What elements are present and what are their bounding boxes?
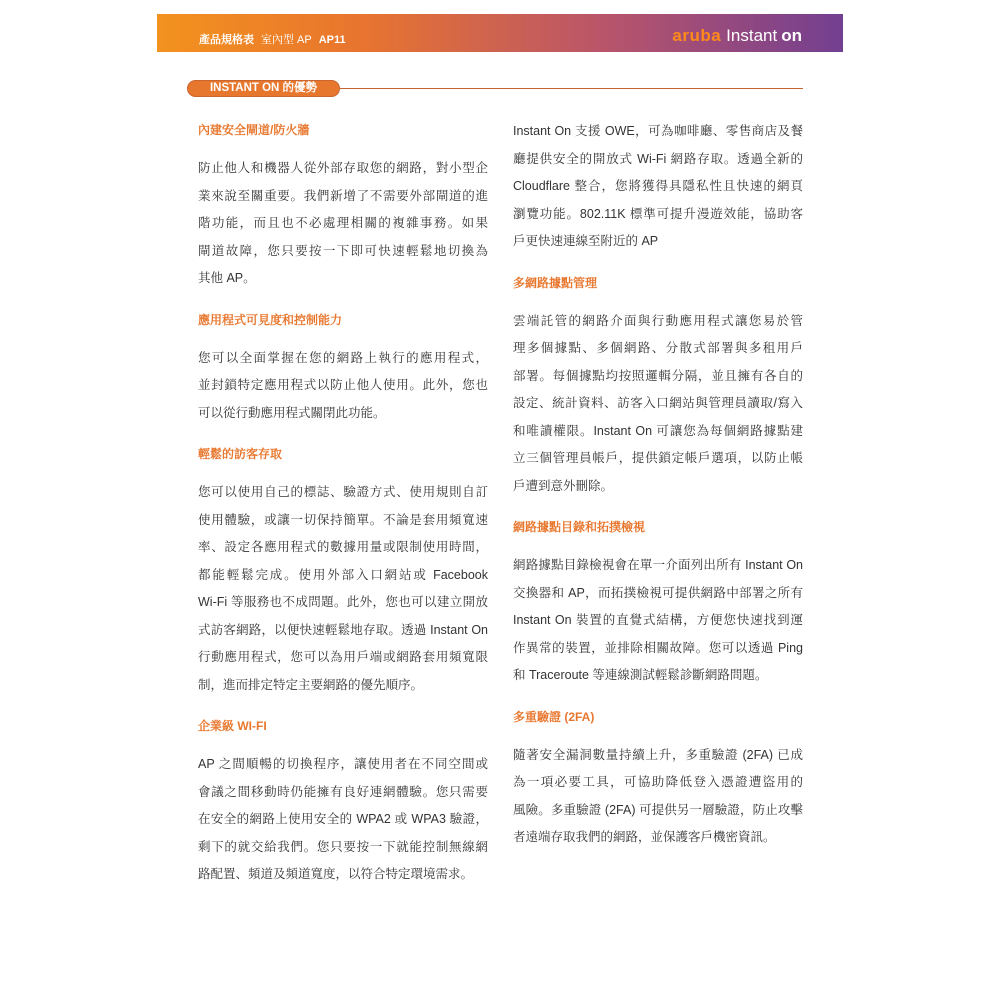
header-bar (157, 14, 843, 52)
content-section (198, 117, 488, 293)
body-text-line: AP 之間順暢的切換程序，讓使用者在不同空間或 (198, 757, 488, 771)
section-divider (340, 88, 803, 89)
body-text-line: Instant On 支援 OWE，可為咖啡廳、零售商店及餐 (513, 124, 803, 138)
body-text-line: Wi-Fi 等服務也不成問題。此外，您也可以建立開放 (198, 595, 488, 609)
body-text-line: 戶更快速連線至附近的 AP (513, 234, 659, 248)
content-section (198, 713, 488, 889)
section-heading: 輕鬆的訪客存取 (198, 447, 283, 461)
body-text-line: 並封鎖特定應用程式以防止他人使用。此外，您也 (198, 378, 488, 392)
body-text-line: 防止他人和機器人從外部存取您的網路，對小型企 (198, 161, 488, 175)
body-text-line: 您可以使用自己的標誌、驗證方式、使用規則自訂 (198, 485, 488, 499)
body-text-line: 可以從行動應用程式關閉此功能。 (198, 405, 386, 420)
body-text-line: 路配置、頻道及頻道寬度，以符合特定環境需求。 (198, 867, 474, 881)
body-text-line: 瀏覽功能。802.11K 標準可提升漫遊效能，協助客 (513, 206, 803, 221)
left-column (198, 117, 488, 889)
body-text-line: 制，進而排定特定主要網路的優先順序。 (198, 677, 424, 692)
body-text-line: 者遠端存取我們的網路，並保護客戶機密資訊。 (513, 830, 776, 844)
body-text-line: 部署。每個據點均按照邏輯分隔，並且擁有各自的 (513, 368, 803, 383)
body-text-line: 率、設定各應用程式的數據用量或限制使用時間， (198, 540, 488, 554)
body-text-line: 剩下的就交給我們。您只要按一下就能控制無線網 (198, 839, 488, 854)
body-text-line: 理多個據點、多個網路、分散式部署與多租用戶 (513, 341, 803, 355)
body-text-line: 和 Traceroute 等連線測試輕鬆診斷網路問題。 (513, 668, 768, 682)
document-label (199, 33, 346, 47)
doc-type-label: 產品規格表 (199, 34, 254, 46)
body-text-line: 為一項必要工具，可協助降低登入憑證遭盜用的 (513, 775, 803, 789)
body-text-line: 其他 AP。 (198, 271, 256, 285)
logo-product: Instant (726, 26, 778, 45)
body-text-line: 風險。多重驗證 (2FA) 可提供另一層驗證，防止攻擊 (513, 802, 803, 817)
body-text-line: 使用體驗，或讓一切保持簡單。不論是套用頻寬速 (198, 512, 488, 527)
body-text-line: 階功能，而且也不必處理相關的複雜事務。如果 (198, 216, 488, 230)
body-text-line: Cloudflare 整合，您將獲得具隱私性且快速的網頁 (513, 179, 803, 193)
body-text-line: 業來說至關重要。我們新增了不需要外部閘道的進 (198, 188, 488, 203)
content-section (513, 118, 803, 256)
body-text-line: 在安全的網路上使用安全的 WPA2 或 WPA3 驗證， (198, 812, 488, 826)
logo-brand: aruba (672, 26, 722, 45)
section-heading: 網路據點目錄和拓撲檢視 (513, 520, 646, 534)
body-text-line: 閘道故障，您只要按一下即可快速輕鬆地切換為 (198, 243, 488, 258)
body-text-line: 都能輕鬆完成。使用外部入口網站或 Facebook (198, 567, 488, 582)
section-heading: 多重驗證 (2FA) (513, 709, 595, 724)
content-section (513, 514, 803, 690)
section-heading: 應用程式可見度和控制能力 (198, 312, 343, 327)
body-text-line: 會議之間移動時仍能擁有良好連網體驗。您只需要 (198, 784, 488, 799)
body-text-line: 您可以全面掌握在您的網路上執行的應用程式， (198, 350, 488, 365)
content-section (198, 441, 488, 699)
body-text-line: 隨著安全漏洞數量持續上升，多重驗證 (2FA) 已成 (513, 747, 803, 762)
body-text-line: 戶遭到意外刪除。 (513, 478, 614, 493)
content-section (513, 270, 803, 501)
body-text-line: 式訪客網路，以便快速輕鬆地存取。透過 Instant On (198, 622, 488, 637)
model-label: AP11 (318, 34, 346, 46)
product-category-label: 室內型 AP (261, 34, 312, 46)
content-section (198, 307, 488, 428)
aruba-instant-on-logo (672, 26, 802, 46)
body-text-line: 作異常的裝置，並排除相關故障。您可以透過 Ping (513, 640, 803, 655)
right-column (513, 118, 803, 852)
body-text-line: 和唯讀權限。Instant On 可讓您為每個網路據點建 (513, 423, 803, 438)
body-text-line: 雲端託管的網路介面與行動應用程式讓您易於管 (513, 313, 803, 328)
section-heading: 內建安全閘道/防火牆 (198, 123, 310, 137)
body-text-line: 廳提供安全的開放式 Wi-Fi 網路存取。透過全新的 (513, 151, 803, 166)
logo-suffix: on (781, 26, 802, 45)
section-heading: 多網路據點管理 (513, 275, 598, 290)
body-text-line: Instant On 裝置的直覺式結構，方便您快速找到運 (513, 613, 803, 627)
section-heading: 企業級 WI-FI (198, 719, 267, 733)
body-text-line: 交換器和 AP，而拓撲檢視可提供網路中部署之所有 (513, 585, 803, 600)
section-tab: INSTANT ON 的優勢 (187, 80, 340, 97)
body-text-line: 行動應用程式，您可以為用戶端或網路套用頻寬限 (198, 650, 488, 664)
body-text-line: 立三個管理員帳戶，提供鎖定帳戶選項，以防止帳 (513, 451, 803, 465)
body-text-line: 網路據點目錄檢視會在單一介面列出所有 Instant On (513, 558, 803, 572)
content-section (513, 704, 803, 852)
body-text-line: 設定、統計資料、訪客入口網站與管理員讀取/寫入 (513, 396, 803, 410)
